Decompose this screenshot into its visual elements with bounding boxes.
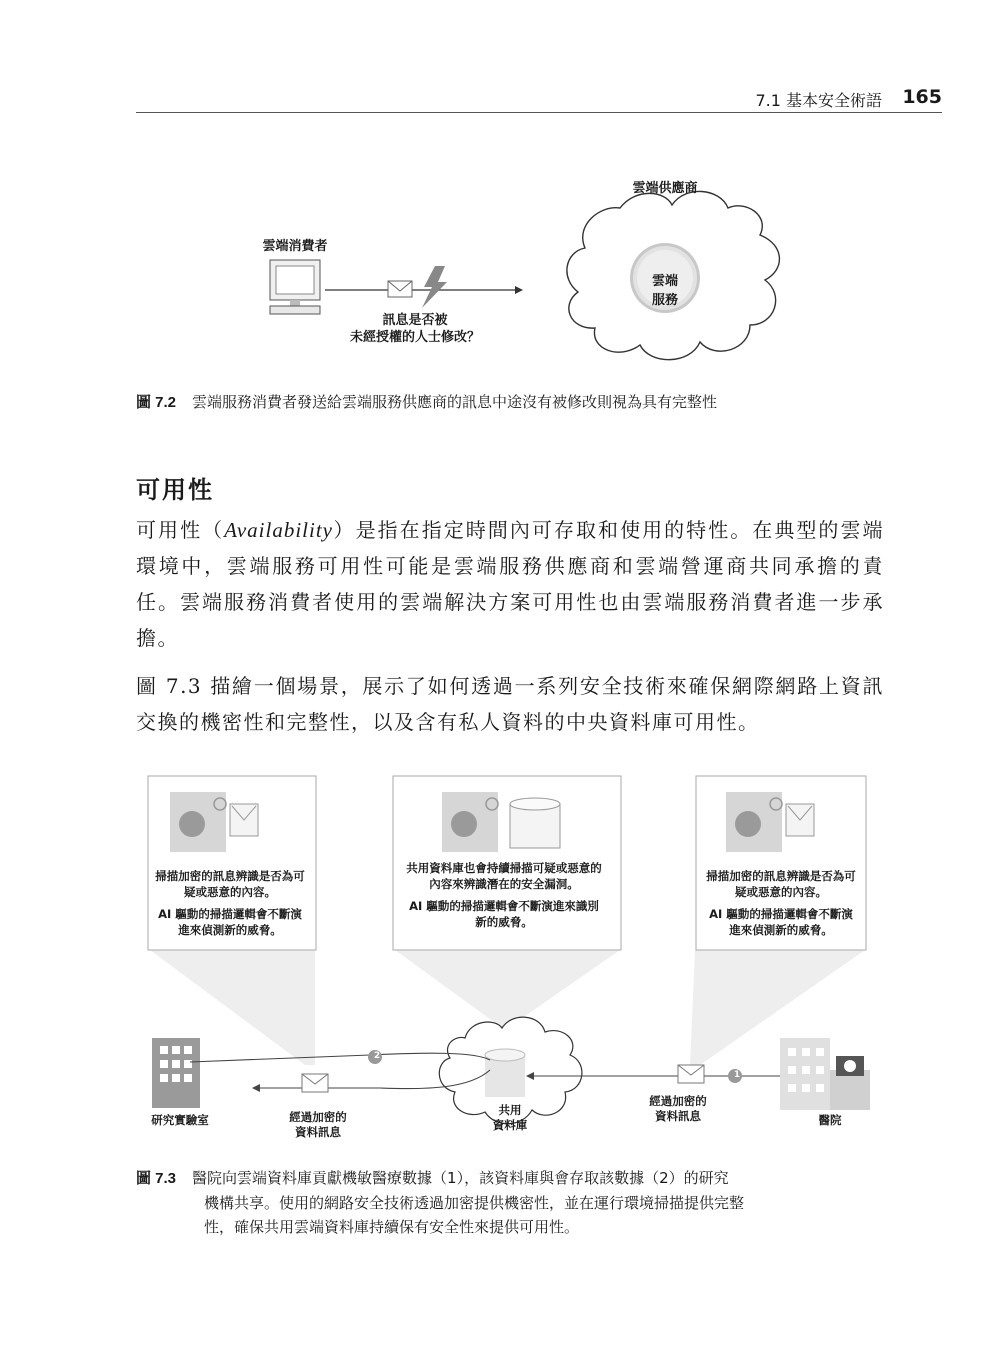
figure-7-2 xyxy=(240,170,800,380)
lightning-icon xyxy=(422,266,447,308)
caption-text: 雲端服務消費者發送給雲端服務供應商的訊息中途沒有被修改則視為具有完整性 xyxy=(192,393,718,411)
consumer-label: 雲端消費者 xyxy=(262,239,328,254)
computer-icon xyxy=(270,260,320,314)
paragraph-1: 可用性（Availability）是指在指定時間內可存取和使用的特性。在典型的雲端環境中，雲端服務可用性可能是雲端服務供應商和雲端營運商共同承擔的責任。雲端服務消費者使用的雲端解決方案可用性也由雲端服務消費者進一步承擔。 xyxy=(136,518,885,650)
right-panel-text: 掃描加密的訊息辨識是否為可疑或惡意的內容。 AI 驅動的掃描邏輯會不斷演進來偵測新的威脅。 xyxy=(706,869,856,937)
database-label: 共用 資料庫 xyxy=(492,1103,528,1132)
service-label: 雲端 服務 xyxy=(651,274,678,308)
right-message-label: 經過加密的 資料訊息 xyxy=(649,1094,707,1123)
lab-building-icon xyxy=(152,1038,200,1108)
hospital-label: 醫院 xyxy=(818,1113,842,1127)
step-1-label: 1 xyxy=(733,1070,741,1080)
header-rule xyxy=(136,112,942,113)
provider-label: 雲端供應商 xyxy=(632,181,698,196)
section-title: 可用性 xyxy=(136,476,214,504)
right-envelope-icon xyxy=(678,1065,704,1083)
left-panel-text: 掃描加密的訊息辨識是否為可疑或惡意的內容。 AI 驅動的掃描邏輯會不斷演進來偵測新的威脅。 xyxy=(155,869,305,937)
page-number: 165 xyxy=(902,86,942,108)
figure-7-3 xyxy=(130,770,890,1150)
center-panel-text: 共用資料庫也會持續掃描可疑或惡意的內容來辨識潛在的安全漏洞。 AI 驅動的掃描邏輯會不斷演進來識別新的威脅。 xyxy=(406,861,602,929)
figure-7-2-caption xyxy=(136,390,896,415)
hospital-building-icon xyxy=(780,1038,870,1110)
lab-label: 研究實驗室 xyxy=(151,1113,209,1127)
step-2-label: 2 xyxy=(373,1051,381,1061)
running-title: 7.1 基本安全術語 xyxy=(755,91,882,110)
caption-number: 圖 7.3 xyxy=(136,1170,177,1187)
envelope-icon xyxy=(388,281,412,297)
caption-number: 圖 7.2 xyxy=(136,394,177,411)
left-message-label: 經過加密的 資料訊息 xyxy=(289,1110,347,1139)
paragraph-2: 圖 7.3 描繪一個場景，展示了如何透過一系列安全技術來確保網際網路上資訊交換的機密性和完整性，以及含有私人資料的中央資料庫可用性。 xyxy=(136,674,884,734)
question-label: 訊息是否被 未經授權的人士修改？ xyxy=(349,313,480,345)
left-envelope-icon xyxy=(302,1074,328,1092)
figure-7-3-caption: 圖 7.3 醫院向雲端資料庫貢獻機敏醫療數據（1），該資料庫與會存取該數據（2）的研究 機構共享。使用的網路安全技術透過加密提供機密性，並在運行環境掃描提供完整 性，確保共用雲端資料庫持續保有安全性來提供可用性。 xyxy=(136,1169,745,1236)
